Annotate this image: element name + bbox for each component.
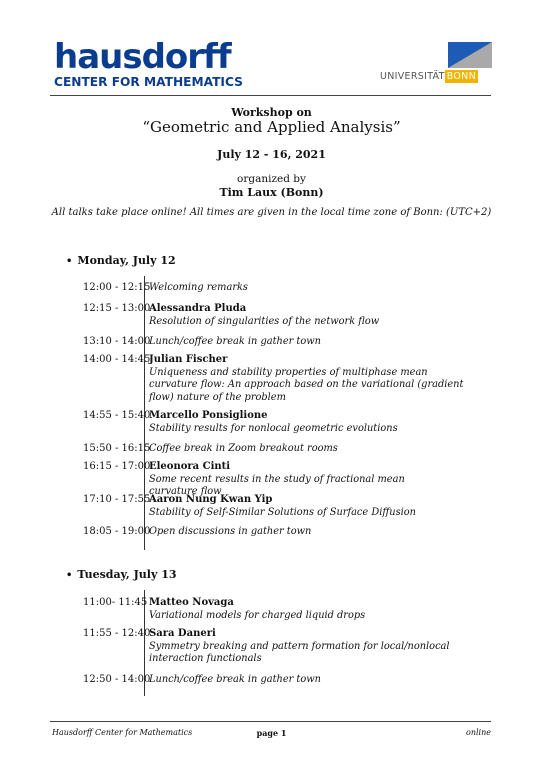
uni-bonn-box: BONN [446,71,476,82]
speaker-name: Matteo Novaga [149,597,234,608]
session-time: 14:00 - 14:45 [83,354,151,365]
uni-bonn-logo [380,40,492,82]
talk-title: Symmetry breaking and pattern formation for local/nonlocal interaction functionals [149,640,450,664]
session-time: 12:50 - 14:00 [83,674,151,685]
session-time: 11:55 - 12:40 [83,628,151,639]
hcm-logo [54,37,243,89]
speaker-name: Eleonora Cinti [149,461,231,472]
session-time: 16:15 - 17:00 [83,461,151,472]
session-title: Welcoming remarks [149,282,248,293]
session-title: Open discussions in gather town [149,526,312,537]
talk-title: Stability results for nonlocal geometric evolutions [149,422,398,434]
hcm-logo-subtitle: CENTER FOR MATHEMATICS [54,75,243,89]
bullet-icon: • [66,570,73,581]
day-label: Monday, July 12 [77,254,176,267]
schedule-tuesday [83,590,503,696]
session-time: 17:10 - 17:55 [83,494,151,505]
uni-bonn-text: UNIVERSITÄT [380,71,445,82]
speaker-name: Marcello Ponsiglione [149,410,268,421]
talk-title: Stability of Self-Similar Solutions of Surface Diffusion [149,506,416,518]
footer-location: online [466,728,491,737]
talk-title: Uniqueness and stability properties of multiphase mean curvature flow: An approach based on the variational (gradient flow) nature of the problem [149,366,464,403]
uni-bonn-wordmark [380,71,478,82]
day-heading-monday [66,254,176,267]
uni-bonn-emblem-icon [380,40,492,70]
online-notice: All talks take place online! All times are given in the local time zone of Bonn: (UTC+2) [51,207,492,218]
session-title: Lunch/coffee break in gather town [149,336,321,347]
session-time: 13:10 - 14:00 [83,336,151,347]
session-title: Lunch/coffee break in gather town [149,674,321,685]
talk-title: Some recent results in the study of fractional mean curvature flow [149,473,405,497]
session-time: 11:00- 11:45 [83,597,148,608]
speaker-name: Sara Daneri [149,628,216,639]
hcm-logo-word: hausdorff [54,37,231,77]
footer-institution: Hausdorff Center for Mathematics [52,728,193,737]
speaker-name: Alessandra Pluda [149,303,247,314]
session-time: 14:55 - 15:40 [83,410,151,421]
day-label: Tuesday, July 13 [77,568,177,581]
footer-rule [50,721,491,722]
session-time: 12:15 - 13:00 [83,303,151,314]
schedule-monday [83,276,503,550]
speaker-name: Aaron Nung Kwan Yip [149,494,273,505]
header-rule [50,95,491,96]
bullet-icon: • [66,256,73,267]
talk-title: Resolution of singularities of the network flow [149,315,380,327]
workshop-title: “Geometric and Applied Analysis” [142,118,401,136]
session-title: Coffee break in Zoom breakout rooms [149,443,338,454]
organized-by-label: organized by [237,173,306,185]
speaker-name: Julian Fischer [149,354,228,365]
session-time: 15:50 - 16:15 [83,443,151,454]
session-time: 12:00 - 12:15 [83,282,151,293]
talk-title: Variational models for charged liquid drops [149,609,366,621]
day-heading-tuesday [66,568,177,581]
footer-page-number: page 1 [256,728,287,738]
session-time: 18:05 - 19:00 [83,526,151,537]
workshop-dates: July 12 - 16, 2021 [217,148,326,161]
workshop-on-label: Workshop on [231,106,312,119]
organizer-name: Tim Laux (Bonn) [219,186,324,199]
